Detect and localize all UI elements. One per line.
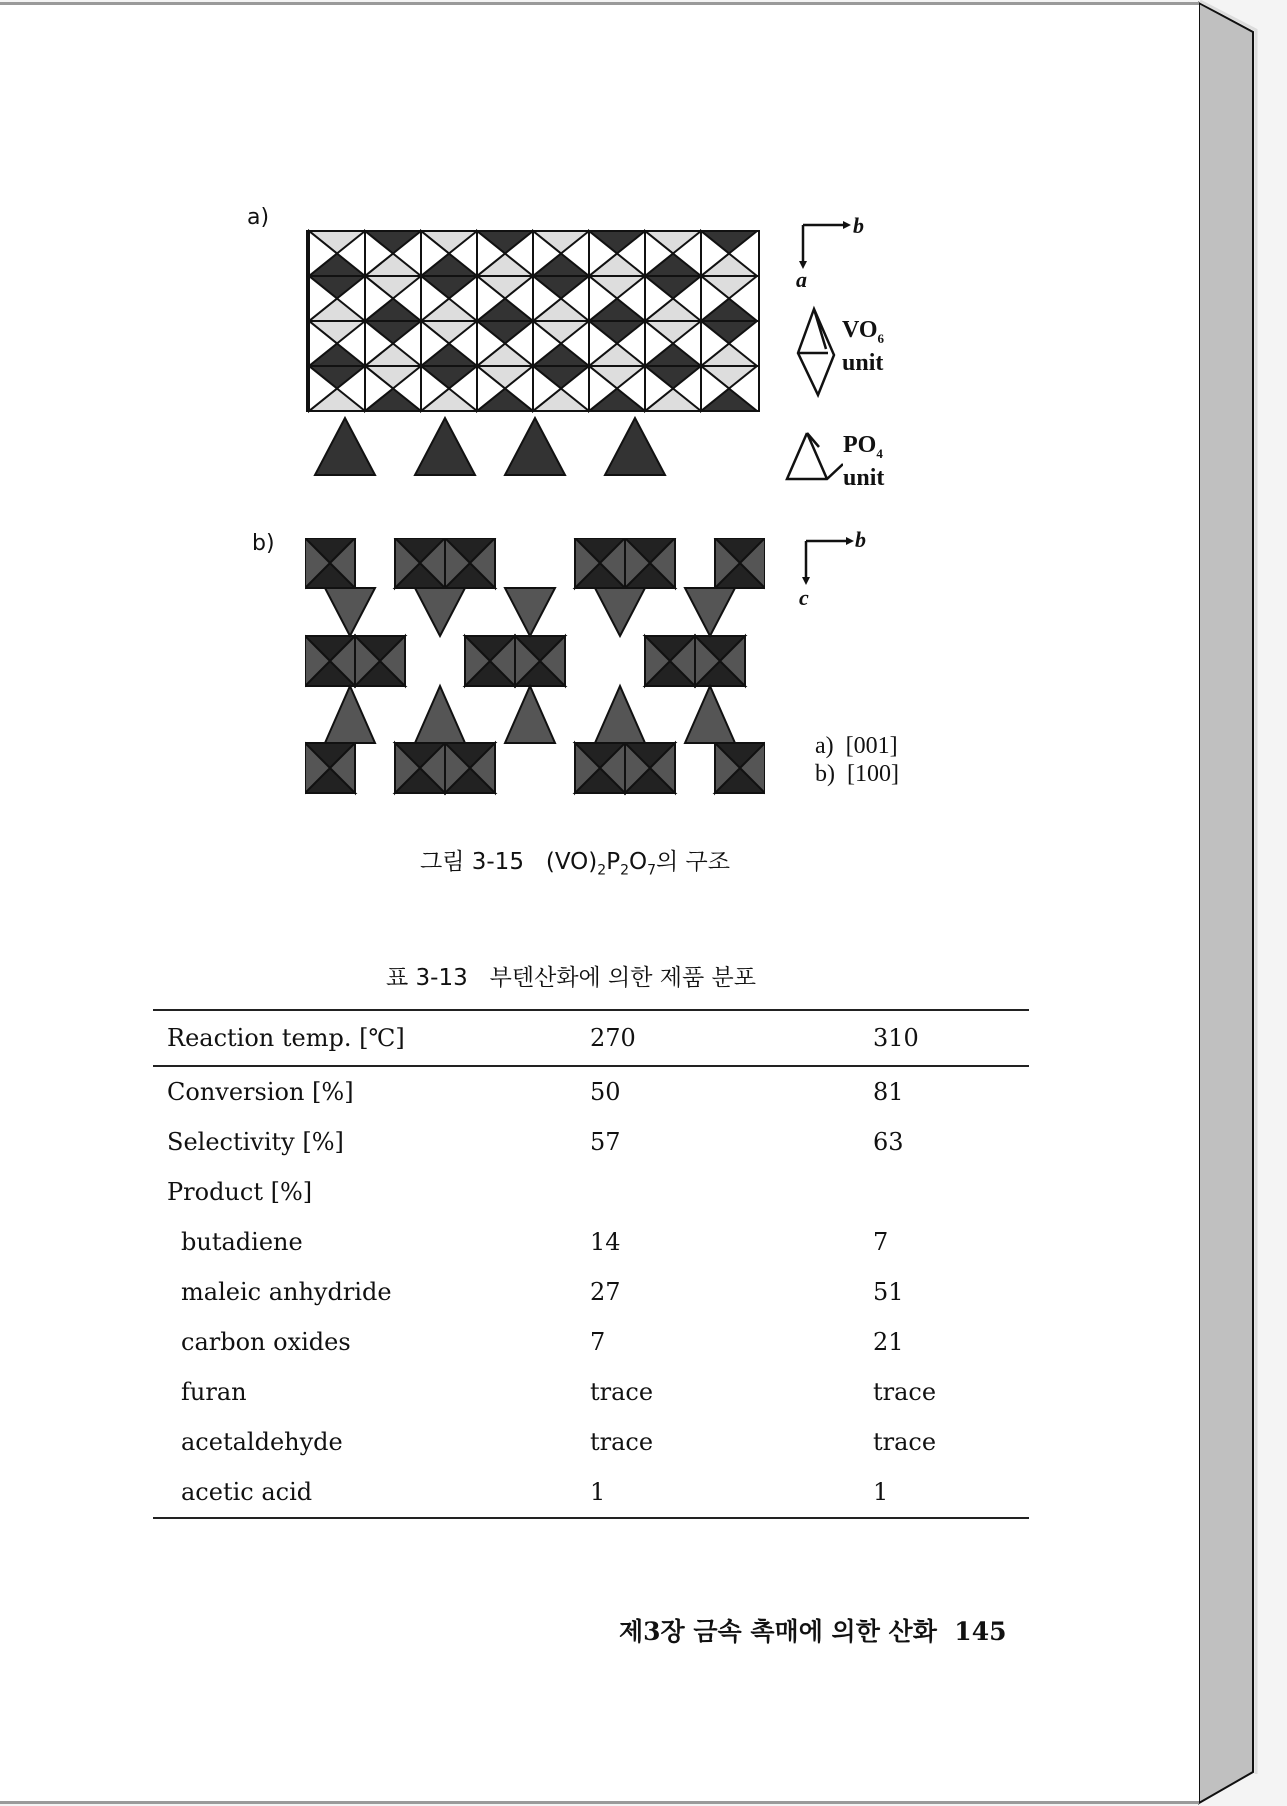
panel-a-label: a): [247, 205, 270, 230]
value-310: 1: [873, 1478, 889, 1506]
po4-tetrahedron: [325, 686, 375, 743]
axis-b-label-2: b: [855, 527, 866, 552]
caption-sub: 7: [647, 862, 657, 879]
header-310: 310: [873, 1024, 919, 1052]
book-page: [0, 2, 1199, 1804]
vo2p2o7-structure-a: [305, 223, 765, 481]
table-row: [153, 1317, 1029, 1367]
caption-suffix: 의 구조: [656, 849, 730, 875]
caption-prefix: 그림 3-15 (VO): [420, 849, 598, 875]
value-270: 14: [590, 1228, 621, 1256]
po4-tetrahedron: [415, 686, 465, 743]
row-label: butadiene: [181, 1228, 303, 1256]
row-label: maleic anhydride: [181, 1278, 392, 1306]
po4-formula: PO: [843, 432, 877, 458]
table-row: [153, 1267, 1029, 1317]
po4-tetrahedron: [685, 588, 735, 636]
table-row: [153, 1467, 1029, 1518]
row-label: Conversion [%]: [167, 1078, 354, 1106]
panel-b-label: b): [252, 531, 275, 556]
vo6-unit: unit: [842, 349, 884, 376]
po4-tetrahedron: [605, 418, 665, 475]
row-label: acetaldehyde: [181, 1428, 343, 1456]
value-270: 27: [590, 1278, 621, 1306]
running-title: 제3장 금속 촉매에 의한 산화: [619, 1617, 937, 1646]
po4-tetrahedron: [685, 686, 735, 743]
value-310: 51: [873, 1278, 904, 1306]
caption-o: O: [628, 849, 648, 875]
header-270: 270: [590, 1024, 636, 1052]
direction-a: a) [001]: [815, 733, 898, 759]
po4-tetrahedron: [315, 418, 375, 475]
table-row: [153, 1066, 1029, 1117]
page-number: 145: [954, 1617, 1007, 1646]
axis-a-label: a: [796, 267, 807, 292]
caption-sub: 2: [620, 862, 629, 879]
vo6-formula: VO: [842, 317, 878, 343]
value-310: 21: [873, 1328, 904, 1356]
product-distribution-table: [153, 1009, 1029, 1519]
row-label: furan: [181, 1378, 247, 1406]
vo6-sub: 6: [877, 330, 885, 346]
caption-sub: 2: [597, 862, 607, 879]
axis-c-label: c: [799, 585, 809, 610]
po4-legend: [843, 433, 884, 490]
row-label: Selectivity [%]: [167, 1128, 344, 1156]
po4-sub: 4: [876, 445, 883, 461]
row-label: Product [%]: [167, 1178, 313, 1206]
vo6-legend: [842, 318, 884, 375]
value-310: 7: [873, 1228, 889, 1256]
value-270: [590, 1167, 873, 1217]
header-temp: Reaction temp. [℃]: [167, 1024, 405, 1052]
value-270: 1: [590, 1478, 606, 1506]
value-270: 7: [590, 1328, 606, 1356]
table-row: [153, 1367, 1029, 1417]
table-title: 표 3-13 부텐산화에 의한 제품 분포: [386, 965, 756, 991]
value-270: trace: [590, 1378, 654, 1406]
vo2p2o7-structure-b: [305, 538, 765, 800]
table-header-row: [153, 1010, 1029, 1066]
value-270: trace: [590, 1428, 654, 1456]
po4-tetrahedron: [415, 418, 475, 475]
row-label: carbon oxides: [181, 1328, 351, 1356]
po4-tetrahedron: [505, 686, 555, 743]
value-310: trace: [873, 1428, 937, 1456]
table-row: [153, 1167, 1029, 1217]
table-row: [153, 1117, 1029, 1167]
po4-tetrahedron: [505, 588, 555, 636]
table-row: [153, 1417, 1029, 1467]
axis-b-label: b: [853, 213, 864, 238]
vo6-octahedron-icon: [788, 305, 838, 400]
table-row: [153, 1217, 1029, 1267]
value-270: 50: [590, 1078, 621, 1106]
caption-p: P: [606, 849, 621, 875]
page-footer: [619, 1612, 1006, 1648]
row-label: acetic acid: [181, 1478, 313, 1506]
po4-tetrahedron: [325, 588, 375, 636]
po4-tetrahedron: [415, 588, 465, 636]
po4-unit: unit: [843, 464, 885, 491]
direction-b: b) [100]: [815, 761, 899, 787]
figure-caption: [420, 843, 730, 879]
value-310: trace: [873, 1378, 937, 1406]
po4-tetrahedron: [595, 686, 645, 743]
po4-tetrahedron: [595, 588, 645, 636]
value-270: 57: [590, 1128, 621, 1156]
po4-tetrahedron-icon: [783, 429, 843, 483]
value-310: 63: [873, 1128, 904, 1156]
po4-tetrahedron: [505, 418, 565, 475]
value-310: 81: [873, 1078, 904, 1106]
value-310: [873, 1167, 1029, 1217]
